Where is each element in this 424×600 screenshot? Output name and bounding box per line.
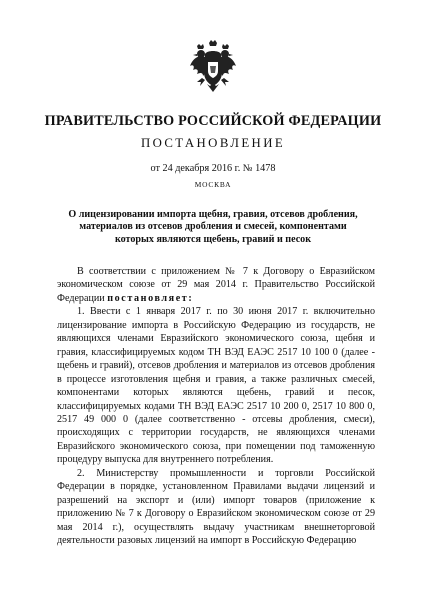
coat-of-arms-emblem-icon (189, 40, 237, 92)
paragraph-intro (57, 265, 375, 305)
document-place: МОСКВА (194, 180, 232, 189)
document-subject: О лицензировании импорта щебня, гравия, отсевов дробления, материалов из отсевов дробления и смесей, компонентами которых являются щебень, гравий и песок (68, 209, 358, 245)
document-type: ПОСТАНОВЛЕНИЕ (140, 136, 286, 150)
document-body (57, 265, 375, 548)
government-title: ПРАВИТЕЛЬСТВО РОССИЙСКОЙ ФЕДЕРАЦИИ (44, 113, 382, 129)
paragraph-1: 1. Ввести с 1 января 2017 г. по 30 июня 2017 г. включительно лицензирование импорта в Российскую Федерацию из государств, не являющихся членами Евразийского экономического союза, щебня и гравия, классифицируемых кодом ТН ВЭД ЕАЭС 2517 10 100 0 (далее - щебень и гравий), отсевов дробления и материалов из отсевов дробления в процессе изготовления щебня и гравия, а также различных смесей, компонентами которых являются щебень, гравий и песок, классифицируемых кодами ТН ВЭД ЕАЭС 2517 10 200 0, 2517 10 800 0, 2517 49 000 0 (далее соответственно - отсевы дробления, смеси), происходящих с территории государств, не являющихся членами Евразийского экономического союза, при помещении под таможенную процедуру выпуска для внутреннего потребления. (57, 306, 375, 466)
intro-verb: постановляет: (107, 292, 194, 304)
paragraph-2: 2. Министерству промышленности и торговли Российской Федерации в порядке, установленном Правилами выдачи лицензий и разрешений на экспорт и (или) импорт товаров (приложение к приложению № 7 к Договору о Евразийском экономическом союзе от 29 мая 2014 г.), осуществлять выдачу участникам внешнеторговой деятельности разовых лицензий на импорт в Российскую Федерацию (57, 467, 375, 547)
intro-text: В соответствии с приложением № 7 к Договору о Евразийском экономическом союзе от 29 мая 2014 г. Правительство Российской Федерации (57, 266, 375, 304)
document-date-number: от 24 декабря 2016 г. № 1478 (150, 163, 276, 174)
